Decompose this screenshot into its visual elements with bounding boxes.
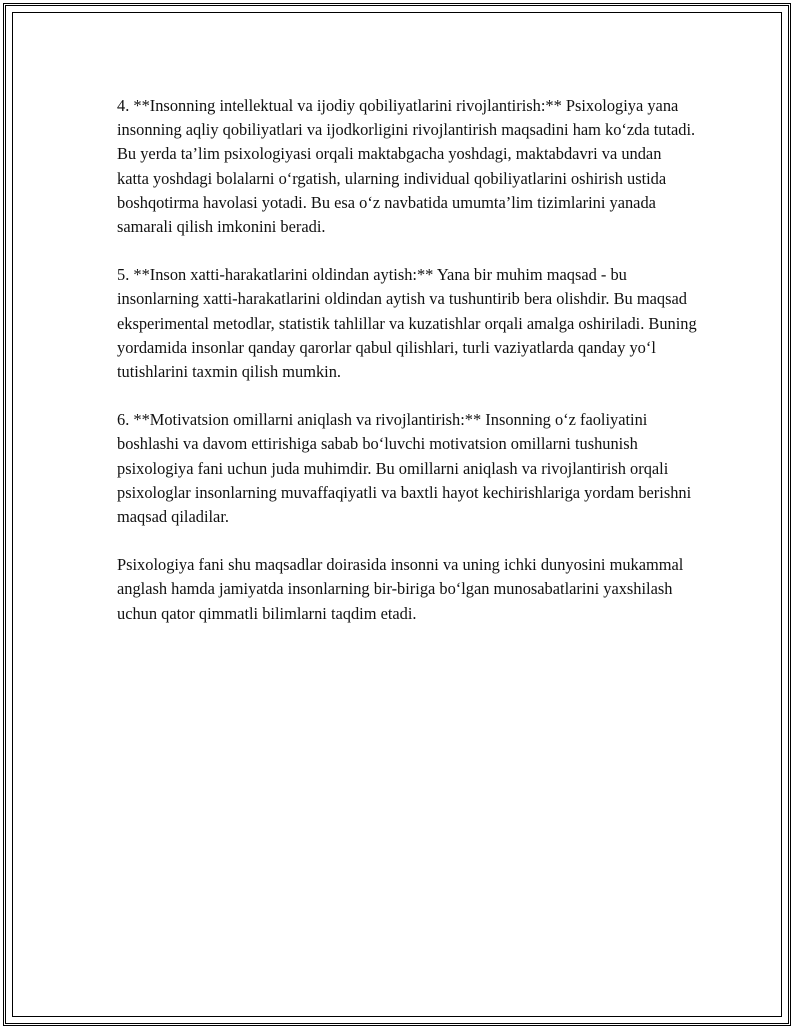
paragraph-motivational-factors: 6. **Motivatsion omillarni aniqlash va rivojlantirish:** Insonning o‘z faoliyatini boshlashi va davom ettirishiga sabab bo‘luvchi motivatsion omillarni tushunish psixologiya fani uchun juda muhimdir. Bu omillarni aniqlash va rivojlantirish orqali psixologlar insonlarning muvaffaqiyatli va baxtli hayot kechirishlariga yordam berishni maqsad qiladilar.: [117, 410, 692, 527]
paragraph-conclusion: Psixologiya fani shu maqsadlar doirasida insonni va uning ichki dunyosini mukammal anglash hamda jamiyatda insonlarning bir-biriga bo‘lgan munosabatlarini yaxshilash uchun qator qimmatli bilimlarni taqdim etadi.: [117, 555, 684, 623]
paragraph-behavior-prediction: 5. **Inson xatti-harakatlarini oldindan aytish:** Yana bir muhim maqsad - bu insonlarning xatti-harakatlarini oldindan aytish va tushuntirib bera olishdir. Bu maqsad eksperimental metodlar, statistik tahlillar va kuzatishlar orqali amalga oshiriladi. Buning yordamida insonlar qanday qarorlar qabul qilishlari, turli vaziyatlarda qanday yo‘l tutishlarini taxmin qilish mumkin.: [117, 265, 697, 382]
paragraph-intellectual-abilities: 4. **Insonning intellektual va ijodiy qobiliyatlarini rivojlantirish:** Psixologiya yana insonning aqliy qobiliyatlari va ijodkorligini rivojlantirish maqsadini ham ko‘zda tutadi. Bu yerda ta’lim psixologiyasi orqali maktabgacha yoshdagi, maktabdavri va undan katta yoshdagi bolalarni o‘rgatish, ularning individual qobiliyatlarini oshirish ustida boshqotirma havolasi yotadi. Bu esa o‘z navbatida umumta’lim tizimlarini yanada samarali qilish imkonini beradi.: [117, 96, 696, 237]
document-body: [117, 94, 697, 650]
